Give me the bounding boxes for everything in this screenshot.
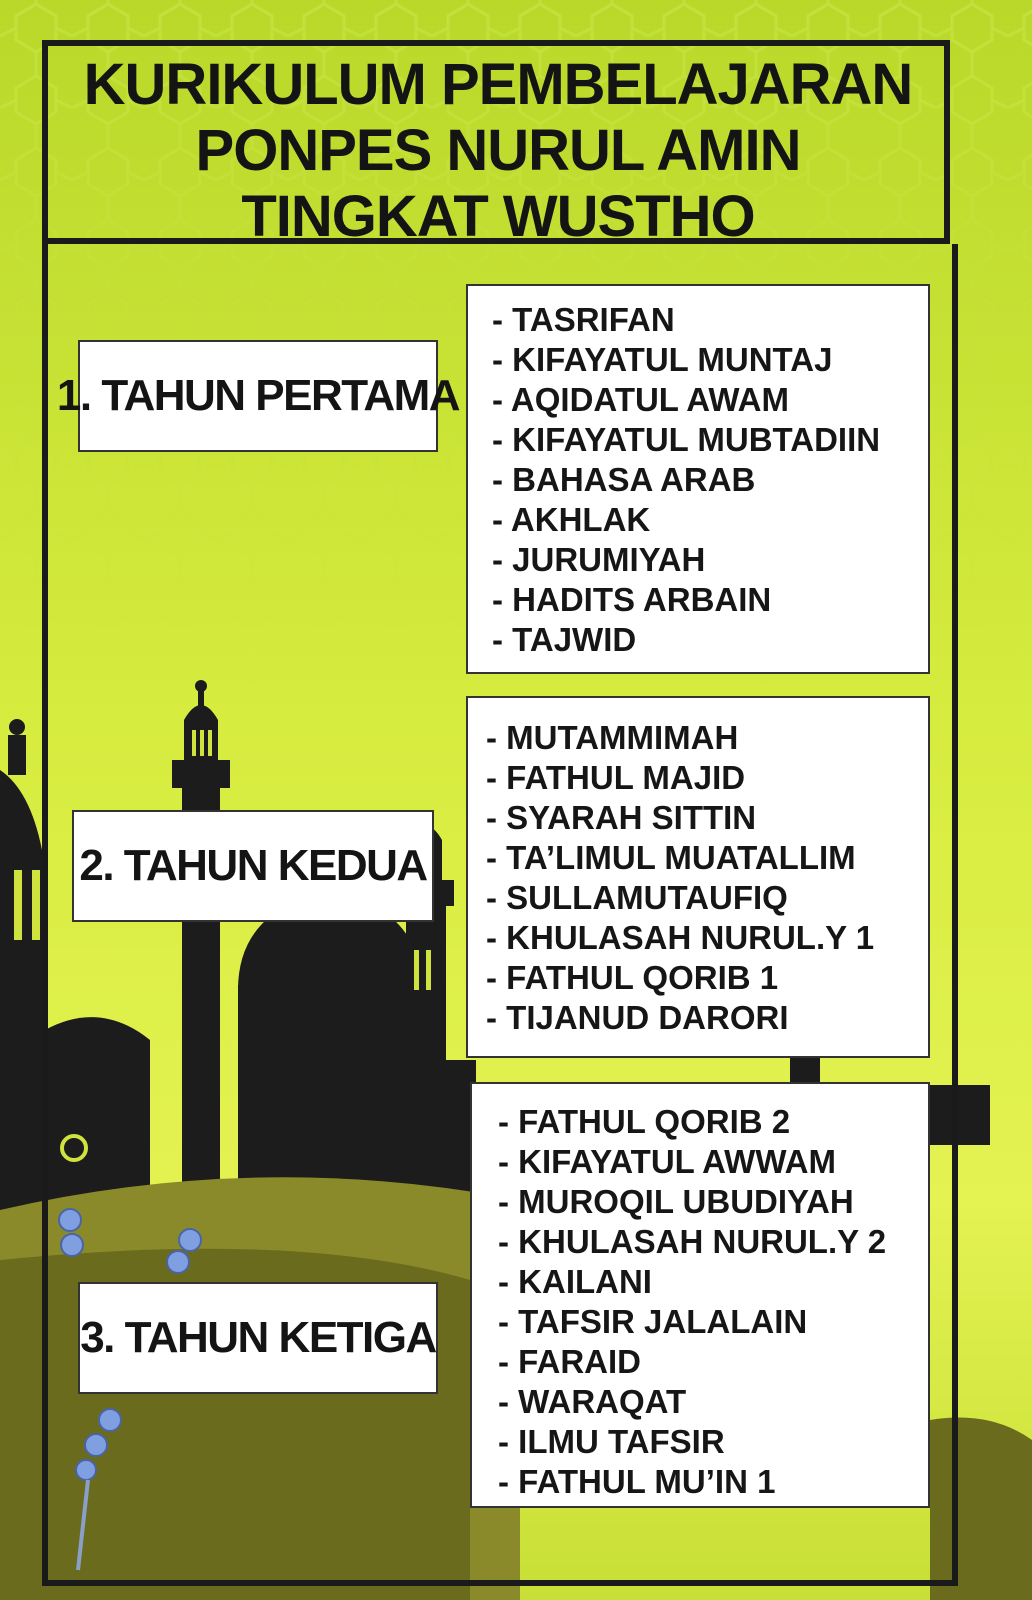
list-item: - KIFAYATUL MUBTADIIN [492,421,881,458]
list-item: - WARAQAT [498,1383,687,1420]
year-label-3-text: 3. TAHUN KETIGA [80,1313,436,1362]
subject-list-1 [466,284,930,674]
list-item: - BAHASA ARAB [492,461,756,498]
title-line-2: PONPES NURUL AMIN [195,118,801,183]
page-title [48,52,948,250]
list-item: - TIJANUD DARORI [486,999,789,1036]
year-label-2 [72,810,434,922]
list-item: - KHULASAH NURUL.Y 1 [486,919,875,956]
list-item: - FATHUL MAJID [486,759,746,796]
year-label-1 [56,340,460,452]
year-label-2-text: 2. TAHUN KEDUA [79,841,427,890]
list-item: - FARAID [498,1343,641,1380]
list-item: - JURUMIYAH [492,541,706,578]
list-item: - MUROQIL UBUDIYAH [498,1183,854,1220]
list-item: - MUTAMMIMAH [486,719,739,756]
year-label-3 [78,1282,438,1394]
list-item: - KIFAYATUL MUNTAJ [492,341,833,378]
subject-list-2 [466,696,930,1058]
title-line-1: KURIKULUM PEMBELAJARAN [83,52,913,117]
list-item: - KAILANI [498,1263,652,1300]
title-line-3: TINGKAT WUSTHO [241,184,755,249]
list-item: - FATHUL QORIB 2 [498,1103,791,1140]
list-item: - TA’LIMUL MUATALLIM [486,839,856,876]
list-item: - TAJWID [492,621,637,658]
year-label-1-text: 1. TAHUN PERTAMA [56,371,460,420]
list-item: - KIFAYATUL AWWAM [498,1143,836,1180]
list-item: - FATHUL MU’IN 1 [498,1463,776,1500]
list-item: - FATHUL QORIB 1 [486,959,779,996]
list-item: - HADITS ARBAIN [492,581,772,618]
list-item: - TAFSIR JALALAIN [498,1303,808,1340]
list-item: - AKHLAK [492,501,651,538]
list-item: - TASRIFAN [492,301,675,338]
list-item: - SULLAMUTAUFIQ [486,879,788,916]
list-item: - SYARAH SITTIN [486,799,757,836]
list-item: - KHULASAH NURUL.Y 2 [498,1223,887,1260]
subject-list-3 [470,1082,930,1508]
list-item: - AQIDATUL AWAM [492,381,789,418]
list-item: - ILMU TAFSIR [498,1423,725,1460]
